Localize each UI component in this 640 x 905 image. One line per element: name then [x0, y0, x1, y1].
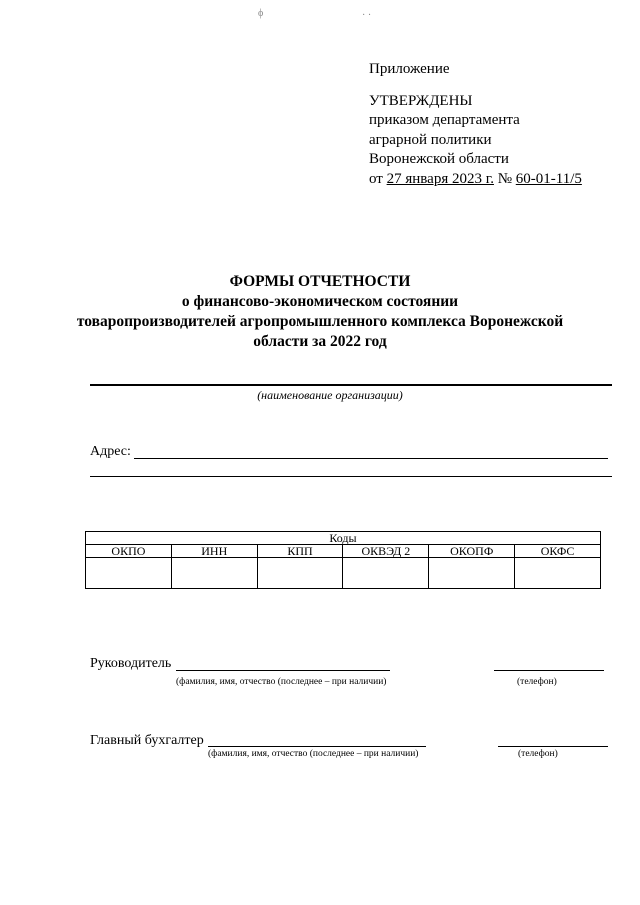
- address-line-2[interactable]: [90, 476, 612, 477]
- address-label: Адрес:: [90, 444, 131, 459]
- approval-block: [369, 60, 582, 189]
- column-kpp: КПП: [257, 545, 343, 558]
- title-line-3: товаропроизводителей агропромышленного комплекса Воронежской: [76, 313, 564, 330]
- column-inn: ИНН: [171, 545, 257, 558]
- title-line-2: о финансово-экономическом состоянии: [181, 293, 459, 310]
- title-line-1: ФОРМЫ ОТЧЕТНОСТИ: [229, 273, 411, 290]
- order-date: 27 января 2023 г.: [386, 170, 494, 187]
- approved-label: УТВЕРЖДЕНЫ: [369, 92, 473, 109]
- codes-table: [85, 531, 601, 589]
- approval-line-1: приказом департамента: [369, 112, 520, 128]
- order-number: 60-01-11/5: [515, 170, 582, 187]
- head-phone-caption: (телефон): [517, 677, 557, 687]
- accountant-label: Главный бухгалтер: [90, 733, 204, 748]
- accountant-name-line[interactable]: [208, 746, 426, 747]
- kpp-cell[interactable]: [257, 558, 343, 589]
- scan-mark: · ·: [362, 10, 372, 21]
- codes-header: Коды: [86, 532, 601, 545]
- approval-line-3: Воронежской области: [369, 151, 509, 167]
- okpo-cell[interactable]: [86, 558, 172, 589]
- approval-line-2: аграрной политики: [369, 131, 492, 148]
- codes-columns-row: [86, 545, 601, 558]
- appendix-label: Приложение: [369, 61, 450, 77]
- title-line-4: области за 2022 год: [253, 333, 387, 350]
- head-name-caption: (фамилия, имя, отчество (последнее – при наличии): [176, 677, 387, 687]
- organization-name-line[interactable]: [90, 384, 612, 386]
- scan-mark: ϕ: [258, 8, 264, 19]
- document-title: [0, 272, 640, 352]
- column-okopf: ОКОПФ: [429, 545, 515, 558]
- approval-date-line: [369, 170, 582, 190]
- column-okfs: ОКФС: [515, 545, 601, 558]
- number-prefix: №: [493, 170, 516, 187]
- organization-caption: (наименование организации): [257, 388, 403, 402]
- accountant-phone-caption: (телефон): [518, 749, 558, 759]
- accountant-name-caption: (фамилия, имя, отчество (последнее – при наличии): [208, 749, 419, 759]
- head-label: Руководитель: [90, 656, 172, 671]
- head-phone-line[interactable]: [494, 670, 604, 671]
- inn-cell[interactable]: [171, 558, 257, 589]
- okopf-cell[interactable]: [429, 558, 515, 589]
- date-prefix: от: [369, 170, 387, 187]
- column-okved2: ОКВЭД 2: [343, 545, 429, 558]
- okfs-cell[interactable]: [515, 558, 601, 589]
- okved2-cell[interactable]: [343, 558, 429, 589]
- head-name-line[interactable]: [176, 670, 390, 671]
- codes-values-row: [86, 558, 601, 589]
- column-okpo: ОКПО: [86, 545, 172, 558]
- accountant-phone-line[interactable]: [498, 746, 608, 747]
- address-line-1[interactable]: [134, 458, 608, 459]
